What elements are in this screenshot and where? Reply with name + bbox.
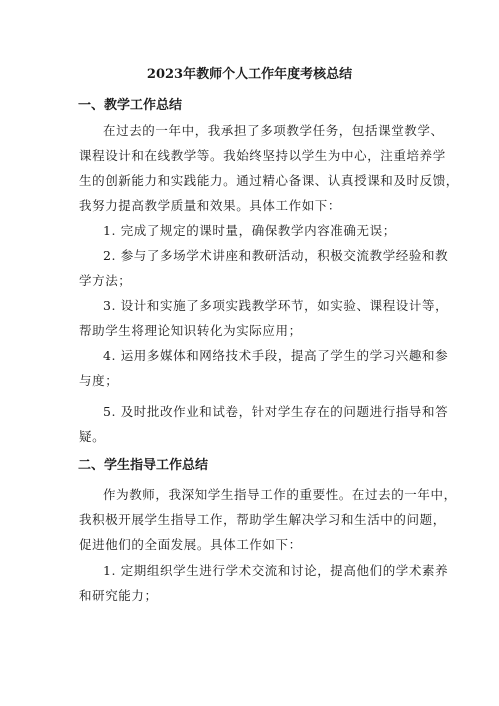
list-item-line: 学方法； <box>79 273 132 288</box>
paragraph-line: 在过去的一年中，我承担了多项教学任务，包括课堂教学、 <box>103 123 444 138</box>
paragraph-line: 作为教师，我深知学生指导工作的重要性。在过去的一年中， <box>103 487 457 502</box>
list-item-line: 1. 完成了规定的课时量，确保教学内容准确无误； <box>103 223 396 238</box>
list-item-line: 和研究能力； <box>79 588 158 603</box>
paragraph-line: 生的创新能力和实践能力。通过精心备课、认真授课和及时反馈， <box>79 173 459 188</box>
paragraph-line: 我积极开展学生指导工作，帮助学生解决学习和生活中的问题， <box>79 512 446 527</box>
list-item-line: 疑。 <box>79 429 106 444</box>
list-item-line: 帮助学生将理论知识转化为实际应用； <box>79 323 302 338</box>
list-item-line: 与度； <box>79 373 119 388</box>
list-item-line: 2. 参与了多场学术讲座和教研活动，积极交流教学经验和教 <box>103 248 449 263</box>
section-heading-teaching: 一、教学工作总结 <box>78 98 183 113</box>
document-title: 2023年教师个人工作年度考核总结 <box>146 67 353 82</box>
list-item-line: 5. 及时批改作业和试卷，针对学生存在的问题进行指导和答 <box>103 404 449 419</box>
list-item-line: 1. 定期组织学生进行学术交流和讨论，提高他们的学术素养 <box>103 563 449 578</box>
list-item-line: 4. 运用多媒体和网络技术手段，提高了学生的学习兴趣和参 <box>103 348 449 363</box>
list-item-line: 3. 设计和实施了多项实践教学环节，如实验、课程设计等， <box>103 298 449 313</box>
paragraph-line: 课程设计和在线教学等。我始终坚持以学生为中心，注重培养学 <box>79 148 446 163</box>
section-heading-student-guidance: 二、学生指导工作总结 <box>78 458 209 473</box>
paragraph-line: 促进他们的全面发展。具体工作如下： <box>79 537 302 552</box>
paragraph-line: 我努力提高教学质量和效果。具体工作如下： <box>79 198 342 213</box>
